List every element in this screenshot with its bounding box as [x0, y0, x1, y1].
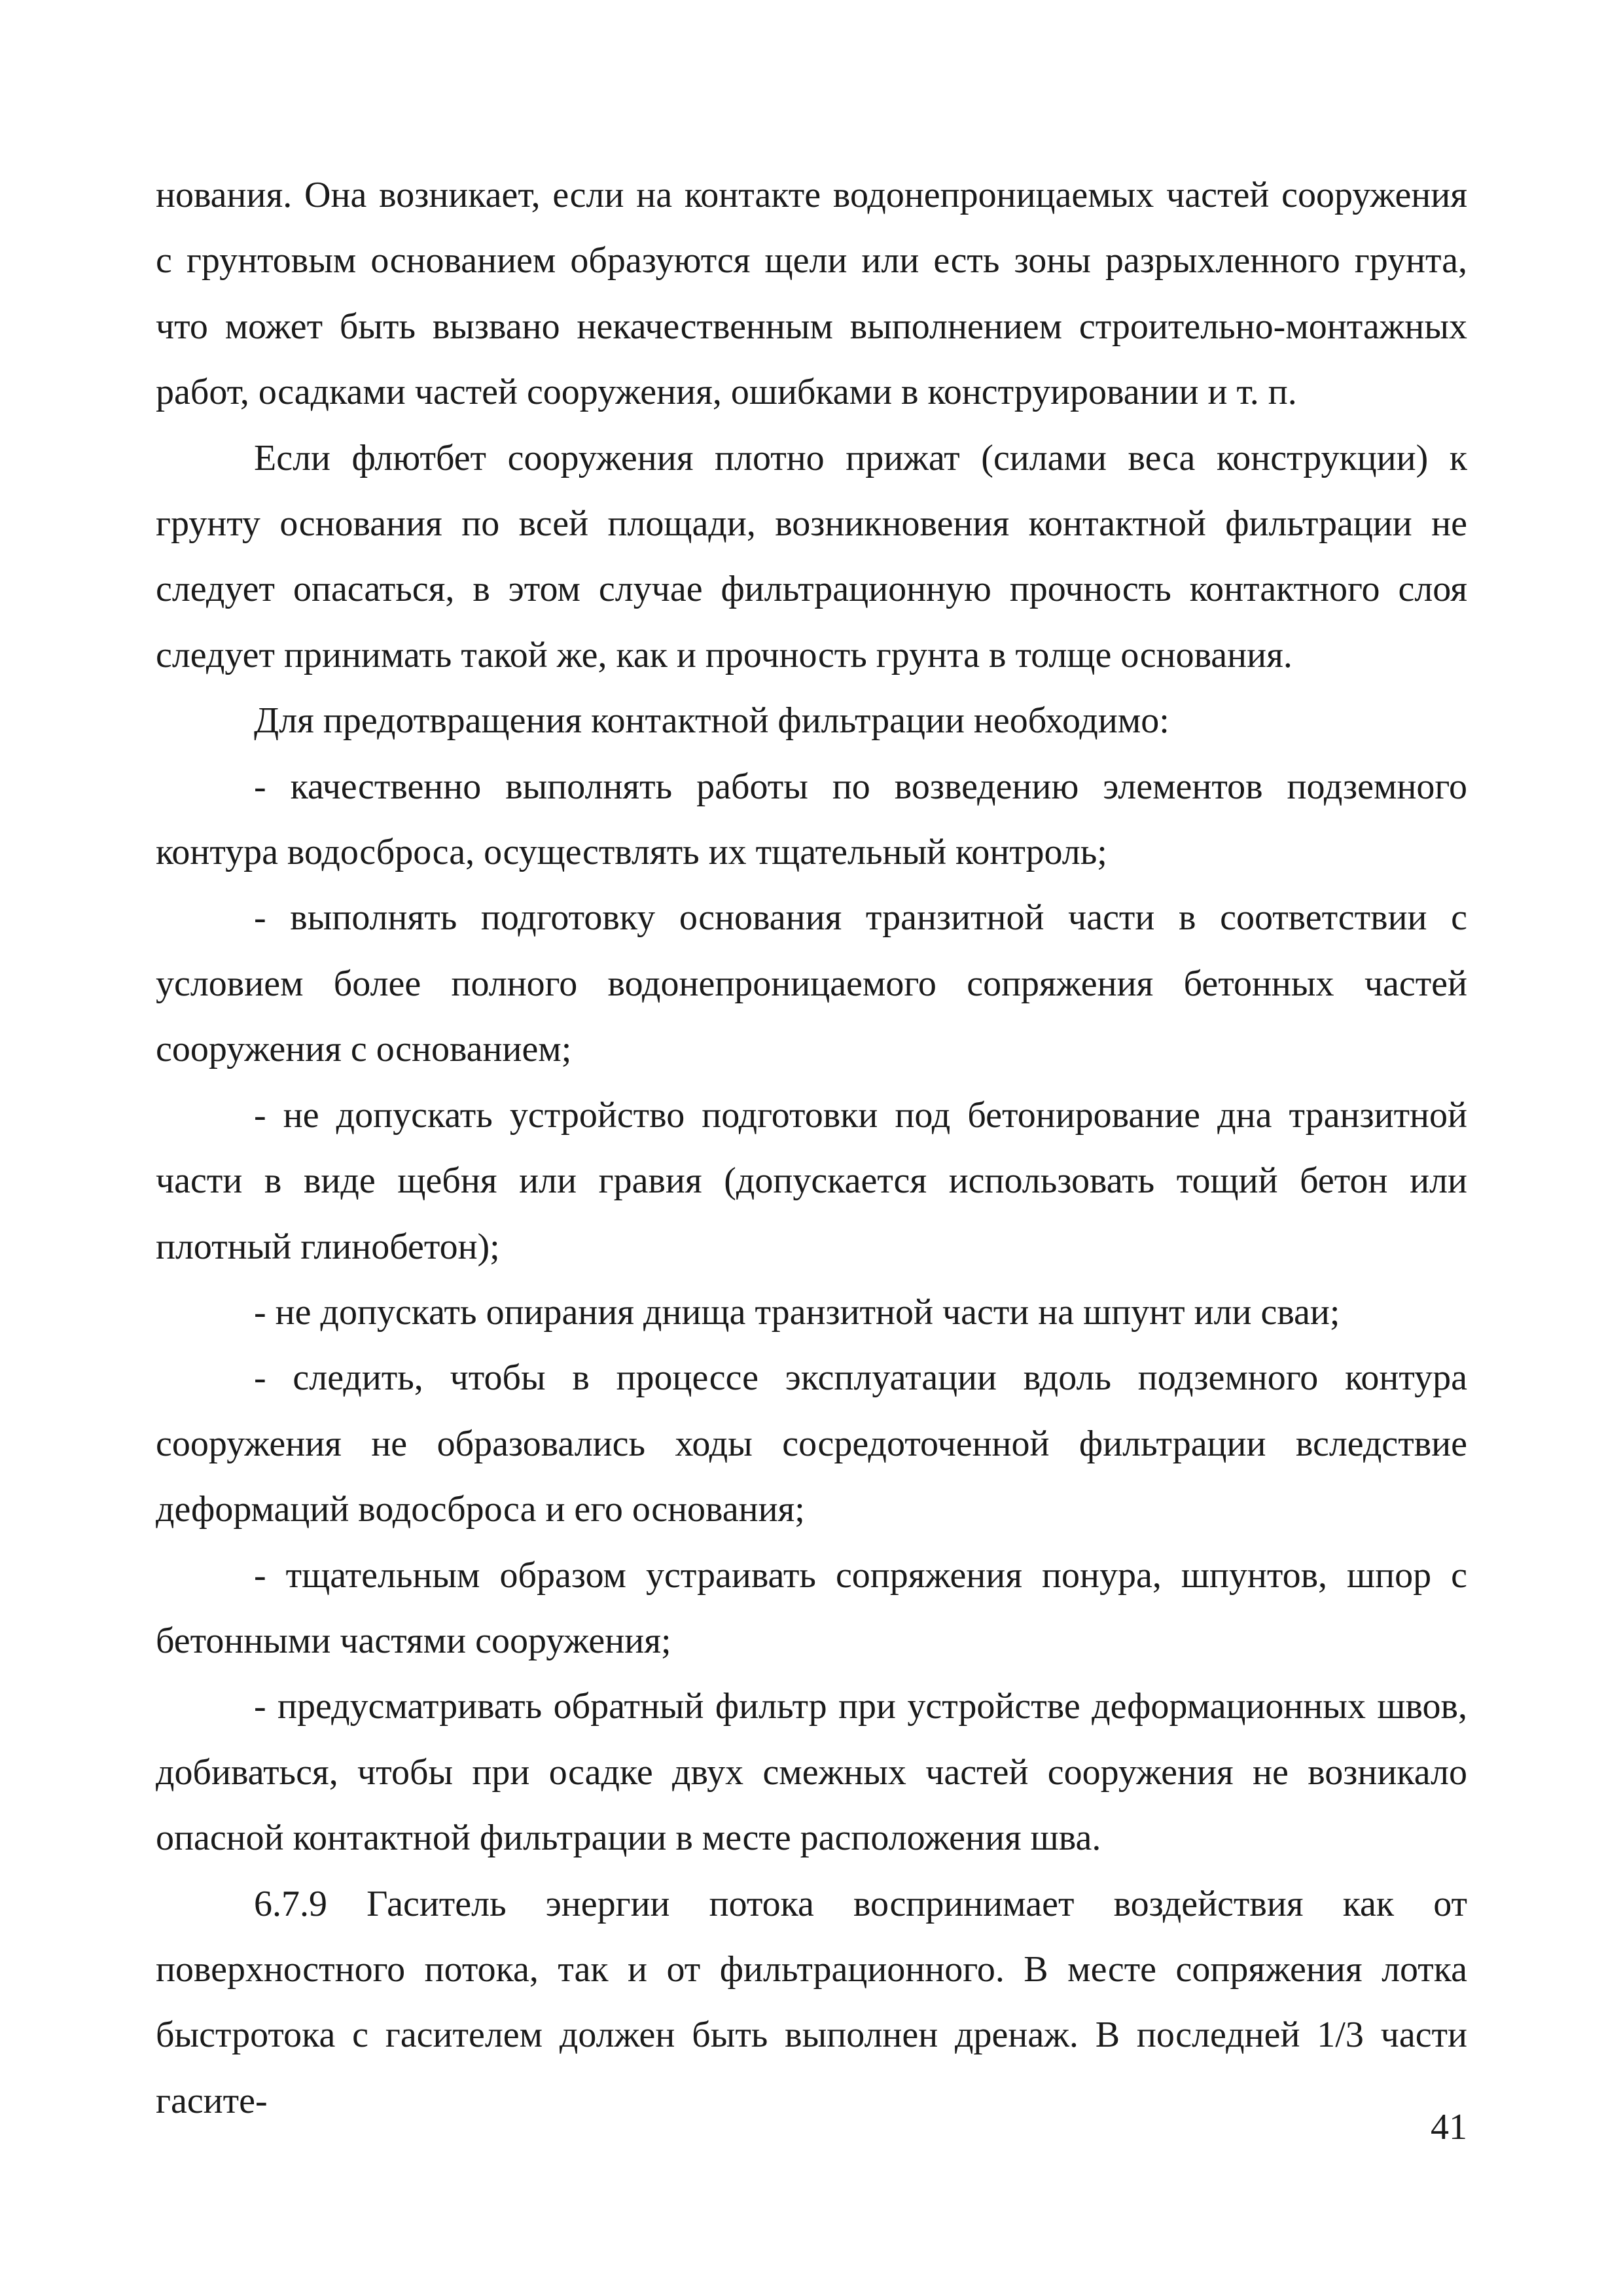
page-number: 41: [1431, 2107, 1467, 2147]
paragraph-energy-dissipator: 6.7.9 Гаситель энергии потока воспринимает воздействия как от поверхностного потока, так и от фильтрационного. В месте сопряжения лотка быстротока с гасителем должен быть выполнен дренаж. В последней 1/3 части гасите-: [156, 1883, 1467, 2121]
page-body: [156, 162, 1467, 2134]
paragraph-flutbet: Если флютбет сооружения плотно прижат (силами веса конструкции) к грунту основания по всей площади, возникновения контактной фильтрации не следует опасаться, в этом случае фильтрационную прочность контактного слоя следует принимать такой же, как и прочность грунта в толще основания.: [156, 437, 1467, 675]
list-item-monitor-seepage: - следить, чтобы в процессе эксплуатации вдоль подземного контура сооружения не образовались ходы сосредоточенной фильтрации вследствие деформаций водосброса и его основания;: [156, 1357, 1467, 1530]
list-item-quality-works: - качественно выполнять работы по возведению элементов подземного контура водосброса, осуществлять их тщательный контроль;: [156, 766, 1467, 873]
list-item-joints: - тщательным образом устраивать сопряжения понура, шпунтов, шпор с бетонными частями сооружения;: [156, 1554, 1467, 1661]
list-item-no-piles-support: - не допускать опирания днища транзитной части на шпунт или сваи;: [254, 1291, 1340, 1333]
list-item-reverse-filter: - предусматривать обратный фильтр при устройстве деформационных швов, добиваться, чтобы при осадке двух смежных частей сооружения не возникало опасной контактной фильтрации в месте расположения шва.: [156, 1686, 1467, 1859]
paragraph-prevention-intro: Для предотвращения контактной фильтрации необходимо:: [254, 700, 1169, 742]
list-item-no-gravel-bedding: - не допускать устройство подготовки под бетонирование дна транзитной части в виде щебня или гравия (допускается использовать тощий бетон или плотный глинобетон);: [156, 1094, 1467, 1267]
paragraph-continuation: нования. Она возникает, если на контакте водонепроницаемых частей сооружения с грунтовым основанием образуются щели или есть зоны разрыхленного грунта, что может быть вызвано некачественным выполнением строительно-монтажных работ, осадками частей сооружения, ошибками в конструировании и т. п.: [156, 175, 1467, 413]
list-item-base-preparation: - выполнять подготовку основания транзитной части в соответствии с условием более полного водонепроницаемого сопряжения бетонных частей сооружения с основанием;: [156, 897, 1467, 1070]
